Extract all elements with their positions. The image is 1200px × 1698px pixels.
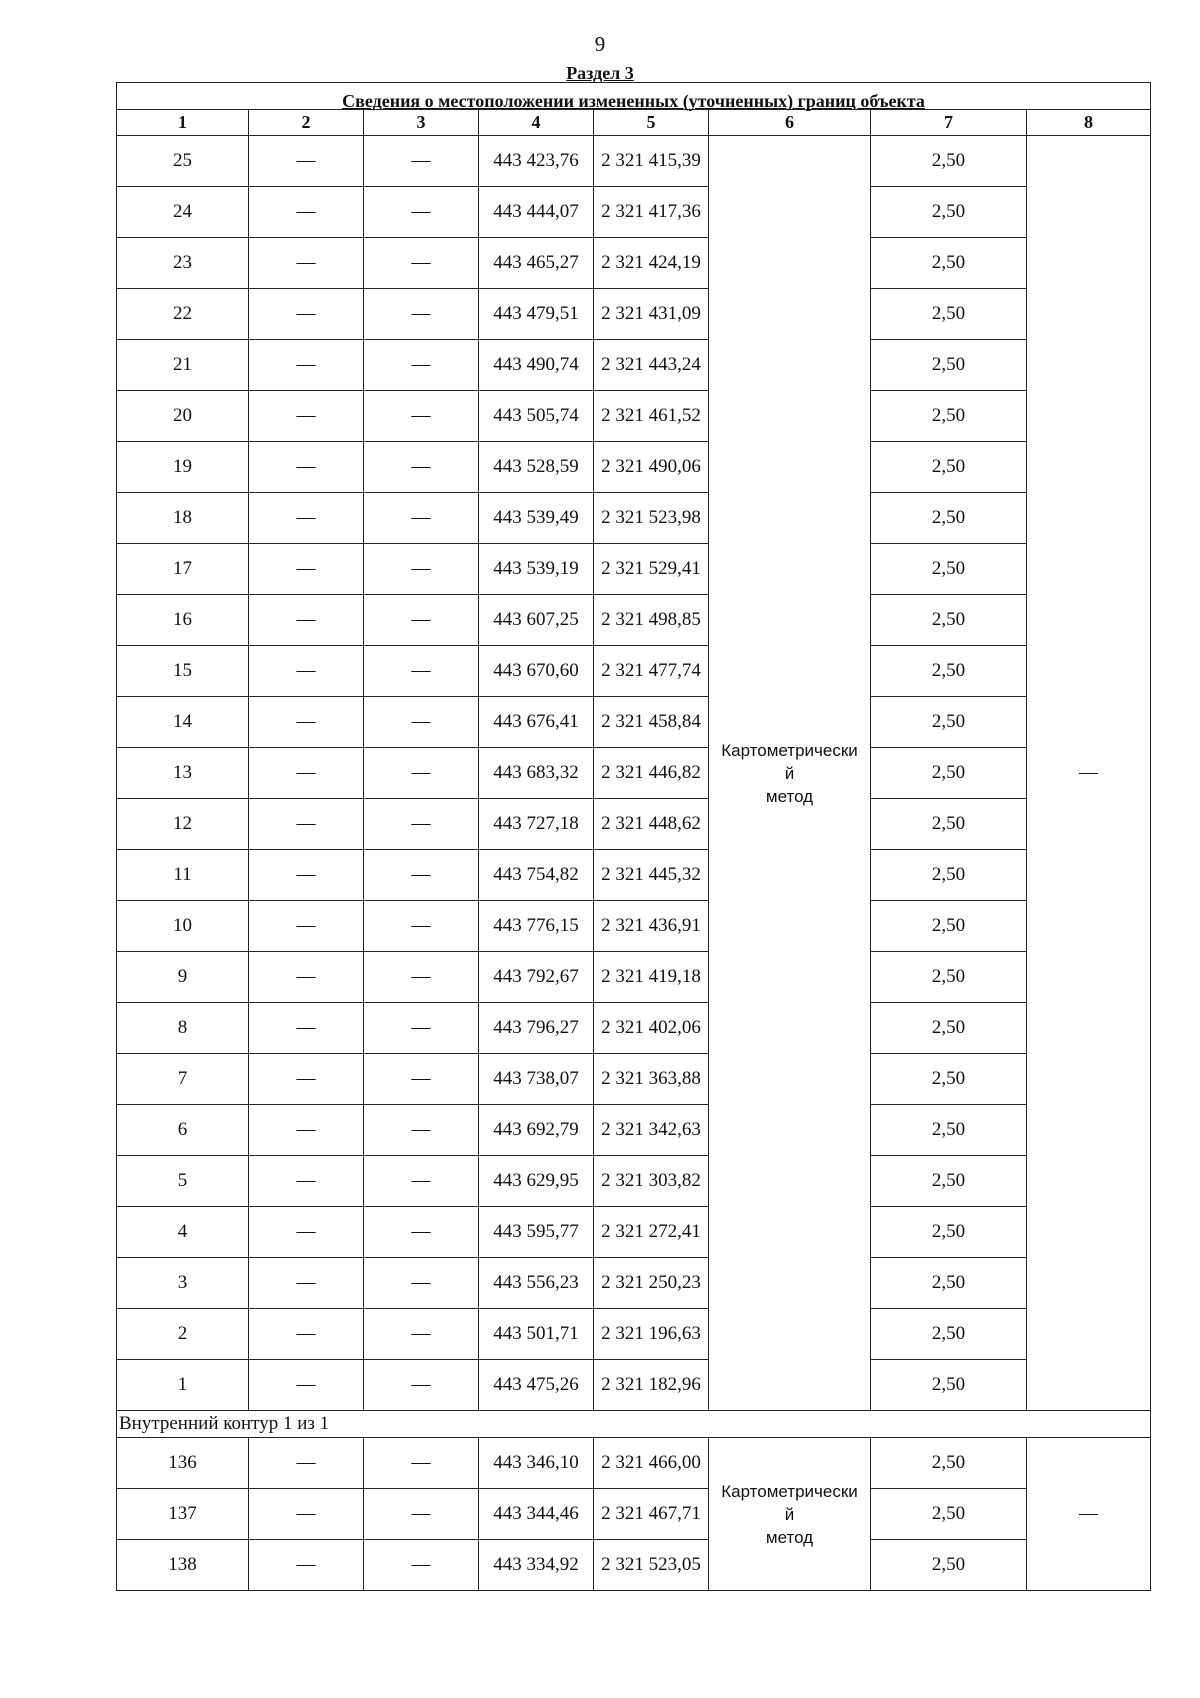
dash-cell: — bbox=[249, 442, 364, 493]
table-row bbox=[117, 799, 1151, 850]
table-row bbox=[117, 1054, 1151, 1105]
coord-x: 443 607,25 bbox=[479, 595, 594, 646]
method-cell bbox=[709, 136, 871, 1411]
dash-cell: — bbox=[364, 136, 479, 187]
dash-cell: — bbox=[364, 289, 479, 340]
method-line: метод bbox=[765, 1527, 814, 1547]
point-number: 4 bbox=[117, 1207, 249, 1258]
dash-cell: — bbox=[249, 595, 364, 646]
dash-cell: — bbox=[364, 340, 479, 391]
coord-x: 443 344,46 bbox=[479, 1489, 594, 1540]
table-row bbox=[117, 544, 1151, 595]
coord-y: 2 321 458,84 bbox=[594, 697, 709, 748]
inner-contour-row bbox=[117, 1411, 1151, 1438]
coord-y: 2 321 498,85 bbox=[594, 595, 709, 646]
coord-y: 2 321 529,41 bbox=[594, 544, 709, 595]
accuracy: 2,50 bbox=[871, 748, 1027, 799]
coord-y: 2 321 490,06 bbox=[594, 442, 709, 493]
dash-cell: — bbox=[364, 1309, 479, 1360]
point-number: 18 bbox=[117, 493, 249, 544]
coord-y: 2 321 443,24 bbox=[594, 340, 709, 391]
coord-y: 2 321 466,00 bbox=[594, 1438, 709, 1489]
dash-cell: — bbox=[249, 544, 364, 595]
point-number: 17 bbox=[117, 544, 249, 595]
column8-dash: — bbox=[1027, 136, 1151, 1411]
dash-cell: — bbox=[364, 850, 479, 901]
table-row bbox=[117, 1105, 1151, 1156]
coord-x: 443 346,10 bbox=[479, 1438, 594, 1489]
dash-cell: — bbox=[249, 1489, 364, 1540]
column-number: 6 bbox=[709, 110, 871, 136]
point-number: 15 bbox=[117, 646, 249, 697]
coord-x: 443 738,07 bbox=[479, 1054, 594, 1105]
coord-x: 443 754,82 bbox=[479, 850, 594, 901]
dash-cell: — bbox=[249, 1258, 364, 1309]
coord-x: 443 423,76 bbox=[479, 136, 594, 187]
accuracy: 2,50 bbox=[871, 544, 1027, 595]
coord-y: 2 321 342,63 bbox=[594, 1105, 709, 1156]
dash-cell: — bbox=[249, 697, 364, 748]
column-number: 5 bbox=[594, 110, 709, 136]
point-number: 2 bbox=[117, 1309, 249, 1360]
dash-cell: — bbox=[249, 1360, 364, 1411]
method-cell bbox=[709, 1438, 871, 1591]
coord-y: 2 321 477,74 bbox=[594, 646, 709, 697]
accuracy: 2,50 bbox=[871, 1360, 1027, 1411]
column-number: 8 bbox=[1027, 110, 1151, 136]
dash-cell: — bbox=[249, 1156, 364, 1207]
dash-cell: — bbox=[364, 493, 479, 544]
boundary-table bbox=[116, 82, 1151, 1591]
method-line: Картометрически bbox=[721, 740, 858, 760]
accuracy: 2,50 bbox=[871, 493, 1027, 544]
table-row bbox=[117, 391, 1151, 442]
point-number: 12 bbox=[117, 799, 249, 850]
dash-cell: — bbox=[249, 1438, 364, 1489]
dash-cell: — bbox=[249, 1540, 364, 1591]
table-row bbox=[117, 595, 1151, 646]
table-row bbox=[117, 1156, 1151, 1207]
coord-x: 443 683,32 bbox=[479, 748, 594, 799]
method-line: й bbox=[784, 763, 795, 783]
method-line: й bbox=[784, 1504, 795, 1524]
coord-y: 2 321 436,91 bbox=[594, 901, 709, 952]
table-row bbox=[117, 187, 1151, 238]
column8-dash: — bbox=[1027, 1438, 1151, 1591]
dash-cell: — bbox=[364, 697, 479, 748]
dash-cell: — bbox=[249, 1105, 364, 1156]
coord-x: 443 676,41 bbox=[479, 697, 594, 748]
coord-x: 443 501,71 bbox=[479, 1309, 594, 1360]
accuracy: 2,50 bbox=[871, 187, 1027, 238]
point-number: 16 bbox=[117, 595, 249, 646]
column-number: 7 bbox=[871, 110, 1027, 136]
accuracy: 2,50 bbox=[871, 1438, 1027, 1489]
dash-cell: — bbox=[364, 1003, 479, 1054]
table-row bbox=[117, 850, 1151, 901]
method-text bbox=[715, 1480, 865, 1549]
accuracy: 2,50 bbox=[871, 850, 1027, 901]
method-text bbox=[715, 739, 865, 808]
dash-cell: — bbox=[249, 1054, 364, 1105]
dash-cell: — bbox=[249, 952, 364, 1003]
table-row bbox=[117, 1258, 1151, 1309]
coord-x: 443 595,77 bbox=[479, 1207, 594, 1258]
accuracy: 2,50 bbox=[871, 1309, 1027, 1360]
dash-cell: — bbox=[364, 1156, 479, 1207]
dash-cell: — bbox=[364, 1489, 479, 1540]
accuracy: 2,50 bbox=[871, 1540, 1027, 1591]
table-row bbox=[117, 493, 1151, 544]
dash-cell: — bbox=[364, 1258, 479, 1309]
coord-x: 443 692,79 bbox=[479, 1105, 594, 1156]
accuracy: 2,50 bbox=[871, 901, 1027, 952]
coord-y: 2 321 272,41 bbox=[594, 1207, 709, 1258]
dash-cell: — bbox=[249, 391, 364, 442]
table-row bbox=[117, 1309, 1151, 1360]
point-number: 136 bbox=[117, 1438, 249, 1489]
point-number: 22 bbox=[117, 289, 249, 340]
dash-cell: — bbox=[364, 952, 479, 1003]
accuracy: 2,50 bbox=[871, 1489, 1027, 1540]
accuracy: 2,50 bbox=[871, 1258, 1027, 1309]
coord-x: 443 528,59 bbox=[479, 442, 594, 493]
table-row bbox=[117, 1360, 1151, 1411]
table-row bbox=[117, 1489, 1151, 1540]
method-line: метод bbox=[765, 786, 814, 806]
coord-x: 443 727,18 bbox=[479, 799, 594, 850]
dash-cell: — bbox=[364, 1207, 479, 1258]
dash-cell: — bbox=[364, 1105, 479, 1156]
table-row bbox=[117, 697, 1151, 748]
dash-cell: — bbox=[249, 646, 364, 697]
column-number: 2 bbox=[249, 110, 364, 136]
coord-y: 2 321 419,18 bbox=[594, 952, 709, 1003]
dash-cell: — bbox=[364, 187, 479, 238]
table-caption-row bbox=[117, 83, 1151, 110]
column-number: 3 bbox=[364, 110, 479, 136]
inner-contour-label: Внутренний контур 1 из 1 bbox=[117, 1411, 1151, 1438]
accuracy: 2,50 bbox=[871, 799, 1027, 850]
coord-y: 2 321 402,06 bbox=[594, 1003, 709, 1054]
table-row bbox=[117, 340, 1151, 391]
point-number: 24 bbox=[117, 187, 249, 238]
coord-x: 443 479,51 bbox=[479, 289, 594, 340]
point-number: 3 bbox=[117, 1258, 249, 1309]
table-row bbox=[117, 238, 1151, 289]
dash-cell: — bbox=[364, 442, 479, 493]
dash-cell: — bbox=[364, 1438, 479, 1489]
dash-cell: — bbox=[364, 799, 479, 850]
coord-y: 2 321 523,98 bbox=[594, 493, 709, 544]
dash-cell: — bbox=[364, 901, 479, 952]
coord-y: 2 321 461,52 bbox=[594, 391, 709, 442]
dash-cell: — bbox=[364, 1054, 479, 1105]
table-row bbox=[117, 748, 1151, 799]
dash-cell: — bbox=[364, 748, 479, 799]
point-number: 19 bbox=[117, 442, 249, 493]
table-row bbox=[117, 952, 1151, 1003]
accuracy: 2,50 bbox=[871, 1054, 1027, 1105]
point-number: 137 bbox=[117, 1489, 249, 1540]
table-row bbox=[117, 1438, 1151, 1489]
accuracy: 2,50 bbox=[871, 646, 1027, 697]
coord-x: 443 490,74 bbox=[479, 340, 594, 391]
coord-x: 443 505,74 bbox=[479, 391, 594, 442]
dash-cell: — bbox=[364, 391, 479, 442]
coord-y: 2 321 424,19 bbox=[594, 238, 709, 289]
point-number: 21 bbox=[117, 340, 249, 391]
coord-y: 2 321 445,32 bbox=[594, 850, 709, 901]
coord-y: 2 321 467,71 bbox=[594, 1489, 709, 1540]
coord-y: 2 321 415,39 bbox=[594, 136, 709, 187]
point-number: 20 bbox=[117, 391, 249, 442]
point-number: 7 bbox=[117, 1054, 249, 1105]
accuracy: 2,50 bbox=[871, 340, 1027, 391]
coord-x: 443 334,92 bbox=[479, 1540, 594, 1591]
dash-cell: — bbox=[249, 238, 364, 289]
dash-cell: — bbox=[249, 289, 364, 340]
coord-y: 2 321 448,62 bbox=[594, 799, 709, 850]
coord-x: 443 475,26 bbox=[479, 1360, 594, 1411]
table-row bbox=[117, 901, 1151, 952]
point-number: 8 bbox=[117, 1003, 249, 1054]
dash-cell: — bbox=[249, 1207, 364, 1258]
point-number: 13 bbox=[117, 748, 249, 799]
coord-x: 443 629,95 bbox=[479, 1156, 594, 1207]
coord-x: 443 465,27 bbox=[479, 238, 594, 289]
coord-y: 2 321 446,82 bbox=[594, 748, 709, 799]
table-row bbox=[117, 1540, 1151, 1591]
accuracy: 2,50 bbox=[871, 442, 1027, 493]
point-number: 1 bbox=[117, 1360, 249, 1411]
accuracy: 2,50 bbox=[871, 1207, 1027, 1258]
accuracy: 2,50 bbox=[871, 1105, 1027, 1156]
dash-cell: — bbox=[364, 595, 479, 646]
coord-y: 2 321 417,36 bbox=[594, 187, 709, 238]
point-number: 6 bbox=[117, 1105, 249, 1156]
coord-x: 443 796,27 bbox=[479, 1003, 594, 1054]
dash-cell: — bbox=[249, 136, 364, 187]
point-number: 138 bbox=[117, 1540, 249, 1591]
accuracy: 2,50 bbox=[871, 391, 1027, 442]
section-title: Раздел 3 bbox=[566, 63, 634, 83]
coord-y: 2 321 523,05 bbox=[594, 1540, 709, 1591]
table-row bbox=[117, 646, 1151, 697]
point-number: 11 bbox=[117, 850, 249, 901]
point-number: 25 bbox=[117, 136, 249, 187]
coord-x: 443 539,49 bbox=[479, 493, 594, 544]
dash-cell: — bbox=[249, 799, 364, 850]
accuracy: 2,50 bbox=[871, 595, 1027, 646]
accuracy: 2,50 bbox=[871, 238, 1027, 289]
page-number: 9 bbox=[594, 32, 606, 56]
coord-x: 443 670,60 bbox=[479, 646, 594, 697]
dash-cell: — bbox=[249, 748, 364, 799]
coord-x: 443 444,07 bbox=[479, 187, 594, 238]
coord-y: 2 321 182,96 bbox=[594, 1360, 709, 1411]
coord-x: 443 539,19 bbox=[479, 544, 594, 595]
coord-y: 2 321 250,23 bbox=[594, 1258, 709, 1309]
accuracy: 2,50 bbox=[871, 697, 1027, 748]
coord-x: 443 556,23 bbox=[479, 1258, 594, 1309]
method-line: Картометрически bbox=[721, 1481, 858, 1501]
coord-x: 443 776,15 bbox=[479, 901, 594, 952]
table-row bbox=[117, 136, 1151, 187]
table-row bbox=[117, 442, 1151, 493]
coord-y: 2 321 303,82 bbox=[594, 1156, 709, 1207]
dash-cell: — bbox=[249, 493, 364, 544]
table-row bbox=[117, 1003, 1151, 1054]
point-number: 10 bbox=[117, 901, 249, 952]
table-caption: Сведения о местоположении измененных (уточненных) границ объекта bbox=[117, 83, 1151, 110]
dash-cell: — bbox=[364, 544, 479, 595]
dash-cell: — bbox=[364, 1360, 479, 1411]
dash-cell: — bbox=[249, 901, 364, 952]
accuracy: 2,50 bbox=[871, 952, 1027, 1003]
dash-cell: — bbox=[249, 1003, 364, 1054]
point-number: 9 bbox=[117, 952, 249, 1003]
table-row bbox=[117, 289, 1151, 340]
table-row bbox=[117, 1207, 1151, 1258]
accuracy: 2,50 bbox=[871, 1003, 1027, 1054]
dash-cell: — bbox=[364, 1540, 479, 1591]
coord-y: 2 321 431,09 bbox=[594, 289, 709, 340]
dash-cell: — bbox=[249, 187, 364, 238]
dash-cell: — bbox=[364, 646, 479, 697]
column-number: 4 bbox=[479, 110, 594, 136]
coord-x: 443 792,67 bbox=[479, 952, 594, 1003]
accuracy: 2,50 bbox=[871, 289, 1027, 340]
accuracy: 2,50 bbox=[871, 1156, 1027, 1207]
dash-cell: — bbox=[249, 850, 364, 901]
coord-y: 2 321 196,63 bbox=[594, 1309, 709, 1360]
column-number-row bbox=[117, 110, 1151, 136]
column-number: 1 bbox=[117, 110, 249, 136]
dash-cell: — bbox=[249, 1309, 364, 1360]
point-number: 14 bbox=[117, 697, 249, 748]
point-number: 23 bbox=[117, 238, 249, 289]
accuracy: 2,50 bbox=[871, 136, 1027, 187]
dash-cell: — bbox=[249, 340, 364, 391]
point-number: 5 bbox=[117, 1156, 249, 1207]
coord-y: 2 321 363,88 bbox=[594, 1054, 709, 1105]
dash-cell: — bbox=[364, 238, 479, 289]
